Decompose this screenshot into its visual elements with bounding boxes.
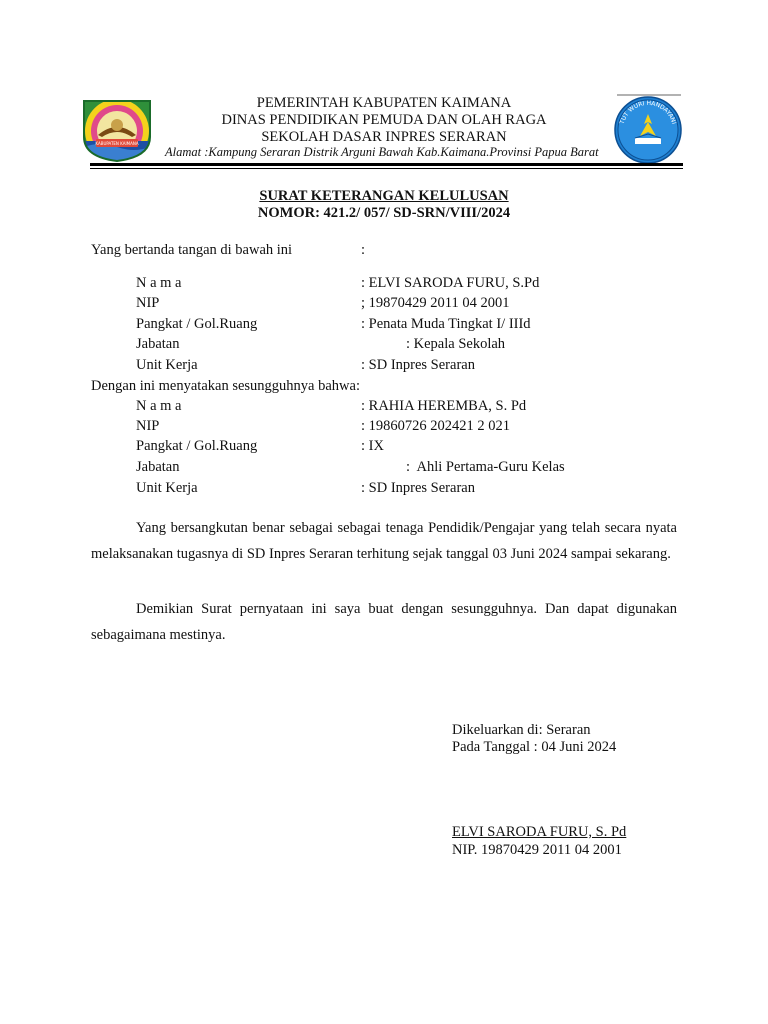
department-name: DINAS PENDIDIKAN PEMUDA DAN OLAH RAGA	[221, 112, 547, 128]
emblem-motto-text: TUT WURI HANDAYANI	[618, 99, 678, 126]
government-name: PEMERINTAH KABUPATEN KAIMANA	[256, 95, 512, 111]
statement-line: Dengan ini menyatakan sesungguhnya bahwa:	[91, 378, 360, 394]
subject-nip-value: : 19860726 202421 2 021	[361, 418, 511, 434]
signer-position-label: Jabatan	[136, 336, 180, 352]
signer-name-value: : ELVI SARODA FURU, S.Pd	[361, 275, 540, 291]
intro-label: Yang bertanda tangan di bawah ini	[91, 242, 293, 258]
subject-unit-label: Unit Kerja	[136, 480, 198, 496]
issued-place: Dikeluarkan di: Seraran	[452, 722, 591, 738]
signer-rank-value: : Penata Muda Tingkat I/ IIId	[361, 316, 531, 332]
subject-unit-value: : SD Inpres Seraran	[361, 480, 475, 496]
signer-nip-value: ; 19870429 2011 04 2001	[361, 295, 510, 311]
subject-name-label: N a m a	[136, 398, 182, 414]
body-paragraph-2-text: Demikian Surat pernyataan ini saya buat dengan sesungguhnya. Dan dapat digunakan sebagaimana mestinya.	[91, 601, 677, 643]
signer-unit-label: Unit Kerja	[136, 357, 198, 373]
signer-nip-label: NIP	[136, 295, 160, 311]
body-paragraph-1	[91, 515, 677, 567]
header-divider-thick	[90, 163, 683, 166]
subject-rank-value: : IX	[361, 438, 384, 454]
document-title: SURAT KETERANGAN KELULUSAN	[259, 188, 509, 204]
signer-name-label: N a m a	[136, 275, 182, 291]
signatory-nip: NIP. 19870429 2011 04 2001	[452, 842, 622, 858]
school-address: Alamat :Kampung Seraran Distrik Arguni Bawah Kab.Kaimana.Provinsi Papua Barat	[165, 145, 599, 159]
subject-nip-label: NIP	[136, 418, 160, 434]
signer-position-value: : Kepala Sekolah	[406, 336, 506, 352]
document-number: NOMOR: 421.2/ 057/ SD-SRN/VIII/2024	[257, 205, 511, 221]
subject-rank-label: Pangkat / Gol.Ruang	[136, 438, 258, 454]
signer-unit-value: : SD Inpres Seraran	[361, 357, 475, 373]
body-paragraph-2	[91, 596, 677, 648]
signatory-name: ELVI SARODA FURU, S. Pd	[452, 824, 627, 840]
intro-colon: :	[361, 242, 366, 258]
subject-name-value: : RAHIA HEREMBA, S. Pd	[361, 398, 527, 414]
body-paragraph-1-text: Yang bersangkutan benar sebagai sebagai tenaga Pendidik/Pengajar yang telah secara nyata melaksanakan tugasnya di SD Inpres Seraran terhitung sejak tanggal 03 Juni 2024 sampai sekarang.	[91, 520, 677, 562]
subject-position-value: : Ahli Pertama-Guru Kelas	[406, 459, 565, 475]
header-divider-thin	[90, 168, 683, 169]
signer-rank-label: Pangkat / Gol.Ruang	[136, 316, 258, 332]
subject-position-label: Jabatan	[136, 459, 180, 475]
issued-date: Pada Tanggal : 04 Juni 2024	[452, 739, 617, 755]
school-name: SEKOLAH DASAR INPRES SERARAN	[261, 129, 507, 145]
emblem-banner-text: KABUPATEN KAIMANA	[95, 141, 139, 146]
